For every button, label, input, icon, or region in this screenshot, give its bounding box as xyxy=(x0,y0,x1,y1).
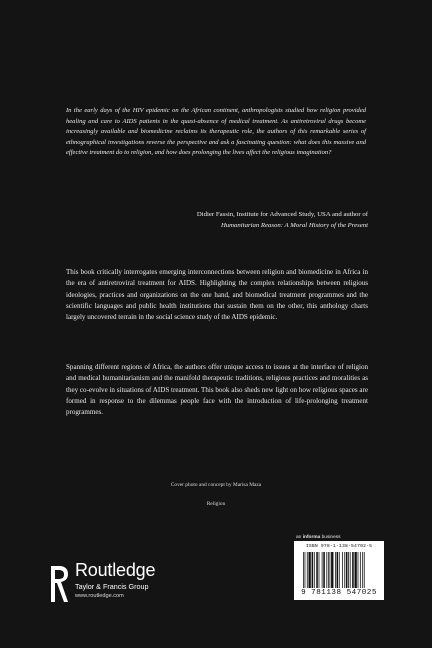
description-paragraph-2: Spanning different regions of Africa, the authors offer unique access to issues at the interface of religion and medical humanitarianism and the manifold therapeutic traditions, religious practices and moralities as they co-evolve in situations of AIDS treatment. This book also sheds new light on how religious spaces are formed in response to the dilemmas people face with the introduction of life-prolonging treatment programmes. xyxy=(66,363,368,417)
barcode-bar xyxy=(364,552,365,588)
description-paragraph-1: This book critically interrogates emerging interconnections between religion and biomedicine in Africa in the era of antiretroviral treatment for AIDS. Highlighting the complex relationships between religious ideologies, practices and organizations on the one hand, and biomedical treatment programmes and the scientific languages and public health institutions that sustain them on the other, this anthology charts largely uncovered terrain in the social science study of the AIDS epidemic. xyxy=(66,268,368,322)
publisher-group: Taylor & Francis Group xyxy=(75,582,149,591)
barcode-bar xyxy=(330,552,331,588)
barcode-bar xyxy=(337,552,339,588)
barcode-bar xyxy=(339,552,340,588)
barcode-bar xyxy=(322,552,323,588)
barcode-bar xyxy=(354,552,356,588)
attribution-book-title: Humanitarian Reason: A Moral History of the Present xyxy=(220,222,368,229)
barcode-bar xyxy=(319,552,320,588)
barcode-bar xyxy=(305,552,306,588)
informa-brand: informa xyxy=(302,535,321,540)
barcode-bar xyxy=(358,552,359,588)
endorsement-attribution xyxy=(140,209,368,231)
isbn-label: ISBN 978-1-138-54702-5 xyxy=(305,544,373,549)
informa-suffix: business xyxy=(321,535,341,540)
barcode-bar xyxy=(331,552,333,588)
barcode-bar xyxy=(316,552,318,588)
barcode-bar xyxy=(344,552,345,588)
barcode-bar xyxy=(352,552,354,588)
barcode-bar xyxy=(323,552,325,588)
barcode-bar xyxy=(307,552,308,588)
barcode-bar xyxy=(360,552,361,588)
publisher-url: www.routledge.com xyxy=(75,593,124,599)
barcode-bars-icon xyxy=(303,552,377,588)
barcode-bar xyxy=(350,552,351,588)
barcode-bar xyxy=(326,552,327,588)
barcode-bar xyxy=(314,552,315,588)
barcode-bar xyxy=(346,552,348,588)
publisher-logo xyxy=(48,560,198,608)
endorsement-quote: In the early days of the HIV epidemic on the African continent, anthropologists studied how religion provided healing and care to AIDS patients in the quasi-absence of medical treatment. As antiretroviral drugs become increasingly available and biomedicine reclaims its therapeutic role, the authors of this remarkable series of ethnographical investigations reverse the perspective and ask a fascinating question: what does this massive and effective treatment do to religion, and how does prolonging the lives affect the religious imagination? xyxy=(66,107,366,157)
routledge-logo-icon xyxy=(48,562,70,604)
ean-digits: 9 781138 547025 xyxy=(301,589,377,597)
barcode-bar xyxy=(342,552,343,588)
barcode-bar xyxy=(328,552,329,588)
attribution-author: Didier Fassin, Institute for Advanced Study, USA and author of xyxy=(196,211,368,218)
subject-category: Religion xyxy=(206,501,226,507)
barcode-bar xyxy=(308,552,310,588)
barcode-bar xyxy=(362,552,363,588)
barcode-bar xyxy=(312,552,314,588)
informa-business-tag xyxy=(296,535,341,540)
isbn-barcode xyxy=(294,541,384,600)
informa-prefix: an xyxy=(296,535,302,540)
barcode-bar xyxy=(335,552,336,588)
cover-photo-credit: Cover photo and concept by Marisa Maza xyxy=(170,482,262,488)
publisher-name: Routledge xyxy=(75,560,156,580)
barcode-bar xyxy=(303,552,304,588)
barcode-bar xyxy=(348,552,349,588)
